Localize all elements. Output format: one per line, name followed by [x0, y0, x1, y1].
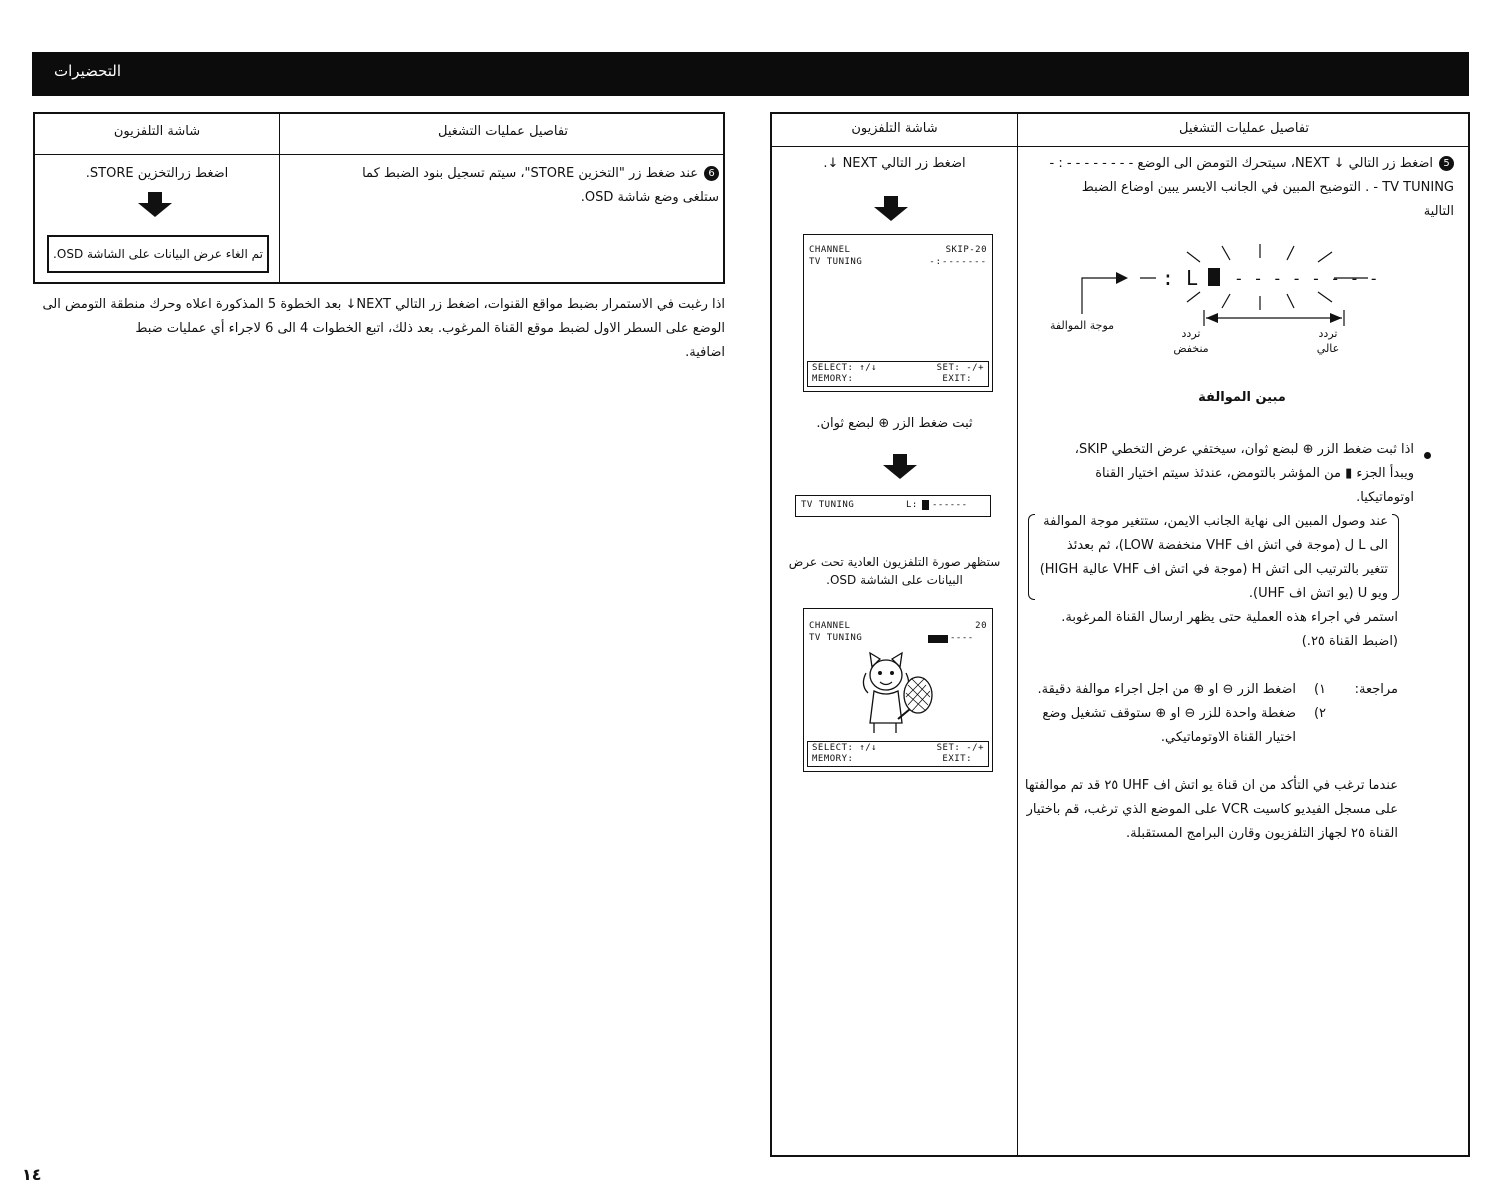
label-tuning-wave: موجة الموالفة	[1049, 319, 1115, 332]
left-screen-box	[47, 235, 269, 273]
continue-line2: (اضبط القناة ٢٥.)	[1301, 634, 1398, 649]
bracket-line4: ويو U (يو اتش اف UHF).	[1248, 586, 1388, 601]
osd2-dashes: ------	[932, 500, 968, 510]
osd3-footer	[807, 741, 989, 767]
osd1-exit: EXIT:	[942, 374, 972, 384]
step-5-line3: التالية	[1423, 204, 1454, 219]
step-6-badge: 6	[704, 166, 719, 181]
osd3-memory: MEMORY:	[812, 754, 854, 764]
osd2-tuning-label: TV TUNING	[801, 500, 855, 510]
final-line2: على مسجل الفيديو كاسيت VCR على الموضع الذي ترغب، قم باختيار	[1026, 802, 1398, 817]
osd-screen-channel-20	[803, 608, 993, 772]
screen-next-instruction: اضغط زر التالي NEXT ↓.	[823, 156, 966, 171]
bracket-line2: الى L ل (موجة في اتش اف VHF منخفضة LOW)، ثم بعدئذ	[1066, 538, 1388, 553]
review1-text: اضغط الزر ⊖ او ⊕ من اجل اجراء موالفة دقيقة.	[1037, 682, 1296, 697]
left-step-6-line1: عند ضغط زر "التخزين STORE"، سيتم تسجيل بنود الضبط كما	[362, 166, 698, 181]
step-5-text	[1030, 152, 1454, 224]
osd2-cursor-icon	[922, 500, 929, 510]
left-screen-instruction: اضغط زرالتخزين STORE.	[85, 166, 229, 181]
osd1-set: SET: -/+	[936, 363, 984, 373]
final-line3: القناة ٢٥ لجهاز التلفزيون وقارن البرامج المستقبلة.	[1125, 826, 1398, 841]
review2-line1: ضغطة واحدة للزر ⊖ او ⊕ ستوقف تشغيل وضع	[1042, 706, 1296, 721]
osd1-tuning-bar: -:-------	[929, 257, 987, 267]
left-note-line1: اذا رغبت في الاستمرار بضبط مواقع القنوات، اضغط زر التالي NEXT↓ بعد الخطوة 5 المذكورة اعلاه وحرك منطقة التومض الى	[42, 297, 725, 312]
page-number: ١٤	[22, 1165, 42, 1184]
osd2-l-label: L:	[906, 500, 918, 510]
review2-number: ٢)	[1313, 706, 1326, 721]
tv-picture-note-line2: البيانات على الشاشة OSD.	[826, 573, 963, 587]
osd1-tuning-label: TV TUNING	[809, 257, 863, 267]
bullet-line2: ويبدأ الجزء ▮ من المؤشر بالتومض، عندئذ سيتم اختيار القناة	[1095, 466, 1414, 481]
osd-tuning-bar	[795, 495, 991, 517]
osd3-dashes: ----	[950, 633, 974, 643]
svg-text:- - - - - - - -: - - - - - - - -	[1234, 269, 1379, 288]
bracket-right	[1392, 514, 1399, 600]
bullet-line1: اذا ثبت ضغط الزر ⊕ لبضع ثوان، سيختفي عرض التخطي SKIP،	[1074, 442, 1414, 457]
osd3-channel-number: 20	[975, 621, 987, 631]
continue-paragraph	[1024, 606, 1398, 654]
left-col-screen-header: شاشة التلفزيون	[113, 124, 201, 139]
osd1-select: SELECT: ↑/↓	[812, 363, 878, 373]
right-instruction-table	[770, 112, 1470, 1157]
left-step-6-line2: ستلغى وضع شاشة OSD.	[580, 190, 719, 205]
right-col-screen-header: شاشة التلفزيون	[851, 121, 938, 136]
osd3-channel-label: CHANNEL	[809, 621, 851, 631]
bullet-line3: اوتوماتيكيا.	[1356, 490, 1414, 505]
section-title: التحضيرات	[54, 62, 122, 80]
bullet-paragraph	[1024, 438, 1414, 510]
osd3-exit: EXIT:	[942, 754, 972, 764]
left-note-line3: اضافية.	[685, 345, 725, 360]
left-step-6-text	[291, 162, 719, 210]
osd-screen-skip	[803, 234, 993, 392]
continue-line1: استمر في اجراء هذه العملية حتى يظهر ارسال القناة المرغوبة.	[1061, 610, 1398, 625]
diagram-display-label: L :	[1161, 266, 1198, 290]
left-instruction-table	[33, 112, 725, 284]
final-paragraph	[1024, 774, 1398, 846]
step-5-badge: 5	[1439, 156, 1454, 171]
tuning-indicator-diagram	[1022, 234, 1462, 374]
diagram-caption: مبين الموالفة	[1198, 390, 1286, 405]
bracket-paragraph	[1036, 510, 1388, 606]
bullet-icon	[1424, 452, 1431, 459]
osd3-select: SELECT: ↑/↓	[812, 743, 878, 753]
label-high-frequency: تردد عالي	[1316, 327, 1340, 355]
osd3-tuning-label: TV TUNING	[809, 633, 863, 643]
review1-number: ١)	[1313, 682, 1326, 697]
left-note-line2: الوضع على السطر الاول لضبط موقع القناة المرغوب. بعد ذلك، اتبع الخطوات 4 الى 6 لاجراء أي عمليات ضبط	[135, 321, 725, 336]
section-banner	[32, 52, 1469, 96]
tv-picture-note-line1: ستظهر صورة التلفزيون العادية تحت عرض	[788, 555, 1001, 569]
hold-plus-instruction: ثبت ضغط الزر ⊕ لبضع ثوان.	[816, 416, 973, 431]
osd3-cursor-icon	[928, 635, 948, 643]
left-col-ops-header: تفاصيل عمليات التشغيل	[437, 124, 569, 139]
review-label: مراجعة:	[1354, 682, 1398, 697]
review2-line2: اختيار القناة الاوتوماتيكي.	[1160, 730, 1296, 745]
osd1-channel-label: CHANNEL	[809, 245, 851, 255]
label-low-frequency: تردد منخفض	[1173, 327, 1209, 355]
osd1-footer	[807, 361, 989, 387]
osd3-set: SET: -/+	[936, 743, 984, 753]
left-screen-box-text: تم الغاء عرض البيانات على الشاشة OSD.	[53, 247, 263, 261]
bracket-left	[1028, 514, 1035, 600]
bracket-line1: عند وصول المبين الى نهاية الجانب الايمن، ستتغير موجة الموالفة	[1043, 514, 1388, 529]
final-line1: عندما ترغب في التأكد من ان قناة يو اتش اف UHF ٢٥ قد تم موالفتها	[1024, 778, 1398, 793]
osd1-skip-label: SKIP-20	[945, 245, 987, 255]
osd1-memory: MEMORY:	[812, 374, 854, 384]
girl-with-racket-icon	[852, 645, 942, 735]
right-col-ops-header: تفاصيل عمليات التشغيل	[1178, 121, 1310, 136]
step-5-line1: اضغط زر التالي ↓ NEXT، سيتحرك التومض الى الوضع - - - - - - - - : -	[1049, 156, 1433, 171]
bracket-line3: تتغير بالترتيب الى اتش H (موجة في اتش اف VHF عالية HIGH)	[1039, 562, 1388, 577]
step-5-line2: TV TUNING - . التوضيح المبين في الجانب الايسر يبين اوضاع الضبط	[1081, 180, 1454, 195]
